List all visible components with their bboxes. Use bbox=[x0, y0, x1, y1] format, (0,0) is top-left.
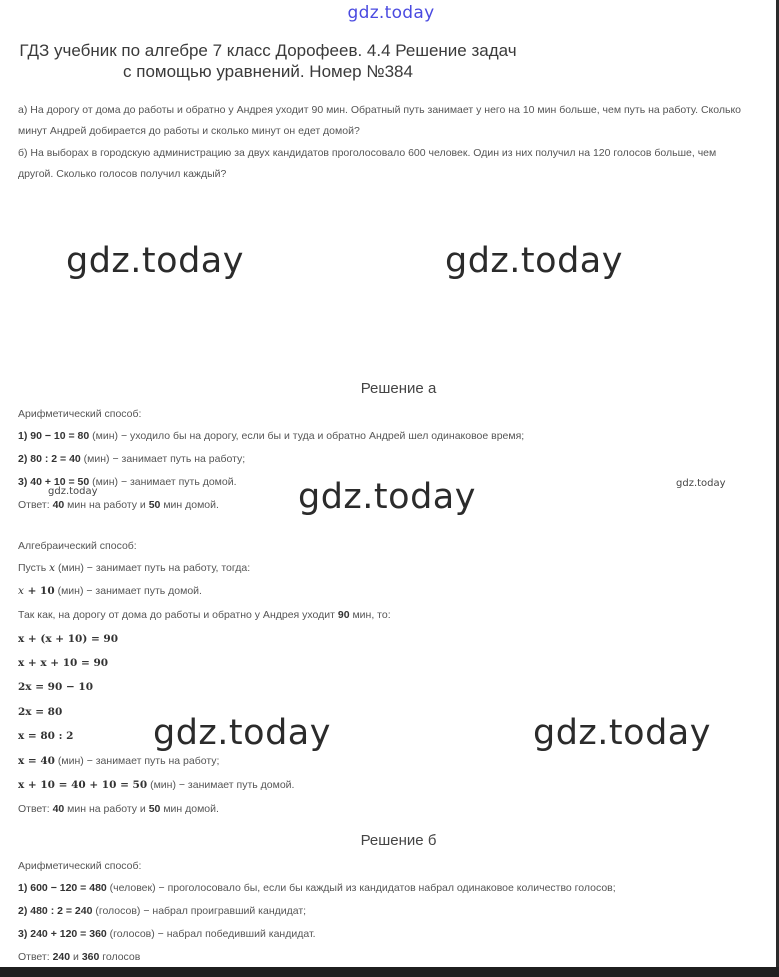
answer-value: 40 bbox=[52, 499, 65, 511]
equation-text: (мин) − занимает путь домой. bbox=[147, 779, 295, 791]
solution-b-step-1 bbox=[18, 882, 616, 894]
answer-text: и bbox=[70, 951, 82, 963]
answer-text: мин домой. bbox=[160, 803, 219, 815]
since-end: мин, то: bbox=[349, 609, 391, 621]
answer-value: 40 bbox=[52, 803, 65, 815]
watermark-small-2: gdz.today bbox=[676, 478, 726, 489]
solution-a-step-3 bbox=[18, 476, 237, 488]
step-text: (голосов) − набрал проигравший кандидат; bbox=[92, 905, 307, 917]
equation-6 bbox=[18, 755, 219, 767]
step-text: (мин) − занимает путь на работу; bbox=[80, 453, 246, 465]
problem-b-line-2: другой. Сколько голосов получил каждый? bbox=[18, 168, 227, 180]
solution-a-answer-2 bbox=[18, 803, 219, 815]
since-text: Так как, на дорогу от дома до работы и обратно у Андрея уходит bbox=[18, 609, 338, 621]
solution-b-step-3 bbox=[18, 928, 316, 940]
let-prefix: Пусть bbox=[18, 562, 50, 574]
answer-value: 360 bbox=[81, 951, 100, 963]
solution-b-title: Решение б bbox=[360, 832, 437, 849]
answer-text: мин домой. bbox=[160, 499, 219, 511]
solution-b-step-2 bbox=[18, 905, 306, 917]
let-text: (мин) − занимает путь на работу, тогда: bbox=[55, 562, 251, 574]
since-number: 90 bbox=[337, 609, 350, 621]
equation-text: (мин) − занимает путь на работу; bbox=[54, 755, 220, 767]
step-text: (мин) − уходило бы на дорогу, если бы и туда и обратно Андрей шел одинаковое время; bbox=[89, 430, 525, 442]
solution-b-arith-heading: Арифметический способ: bbox=[18, 860, 142, 872]
expression: + 10 bbox=[23, 585, 55, 597]
solution-a-step-1 bbox=[18, 430, 524, 442]
solution-a-step-2 bbox=[18, 453, 245, 465]
equation-5: x = 80 : 2 bbox=[18, 730, 74, 742]
step-expression: 3) 240 + 120 = 360 bbox=[18, 928, 107, 940]
watermark-1: gdz.today bbox=[66, 241, 244, 281]
step-text: (мин) − занимает путь домой. bbox=[89, 476, 237, 488]
problem-a-line-1: а) На дорогу от дома до работы и обратно у Андрея уходит 90 мин. Обратный путь занимает у него на 10 мин больше, чем путь на работу. Сколько bbox=[18, 104, 741, 116]
step-expression: 3) 40 + 10 = 50 bbox=[18, 476, 90, 488]
site-logo[interactable]: gdz.today bbox=[347, 3, 435, 23]
equation: x = 40 bbox=[18, 755, 55, 767]
solution-a-since bbox=[18, 609, 391, 621]
step-expression: 2) 80 : 2 = 40 bbox=[18, 453, 81, 465]
watermark-2: gdz.today bbox=[445, 241, 623, 281]
equation-4: 2x = 80 bbox=[18, 706, 63, 718]
step-text: (человек) − проголосовало бы, если бы каждый из кандидатов набрал одинаковое количество голосов; bbox=[106, 882, 616, 894]
solution-a-title: Решение а bbox=[360, 380, 437, 397]
page-title-line-1: ГДЗ учебник по алгебре 7 класс Дорофеев. 4.4 Решение задач bbox=[19, 41, 517, 60]
equation: x + 10 = 40 + 10 = 50 bbox=[18, 779, 148, 791]
page-title bbox=[0, 40, 536, 82]
watermark-3: gdz.today bbox=[298, 477, 476, 517]
bottom-bar bbox=[0, 967, 779, 977]
solution-a-answer-1 bbox=[18, 499, 219, 511]
page-title-line-2: с помощью уравнений. Номер №384 bbox=[123, 62, 413, 81]
watermark-4: gdz.today bbox=[153, 713, 331, 753]
step-expression: 1) 600 − 120 = 480 bbox=[18, 882, 107, 894]
answer-text: голосов bbox=[99, 951, 141, 963]
solution-a-let bbox=[18, 562, 250, 574]
answer-prefix: Ответ: bbox=[18, 803, 53, 815]
problem-a-line-2: минут Андрей добирается до работы и сколько минут он едет домой? bbox=[18, 125, 360, 137]
answer-text: мин на работу и bbox=[64, 803, 149, 815]
answer-value: 240 bbox=[52, 951, 71, 963]
answer-value: 50 bbox=[148, 499, 161, 511]
answer-text: мин на работу и bbox=[64, 499, 149, 511]
solution-a-arith-heading: Арифметический способ: bbox=[18, 408, 142, 420]
expr-text: (мин) − занимает путь домой. bbox=[54, 585, 202, 597]
variable: x bbox=[49, 562, 56, 574]
solution-a-alg-heading: Алгебраический способ: bbox=[18, 540, 137, 552]
step-expression: 2) 480 : 2 = 240 bbox=[18, 905, 93, 917]
equation-1: x + (x + 10) = 90 bbox=[18, 633, 119, 645]
step-text: (голосов) − набрал победивший кандидат. bbox=[106, 928, 316, 940]
equation-7 bbox=[18, 779, 294, 791]
variable: x bbox=[18, 585, 24, 597]
answer-prefix: Ответ: bbox=[18, 951, 53, 963]
answer-prefix: Ответ: bbox=[18, 499, 53, 511]
solution-a-expr-home bbox=[18, 585, 202, 597]
watermark-5: gdz.today bbox=[533, 713, 711, 753]
watermark-small-1: gdz.today bbox=[48, 486, 98, 497]
solution-b-answer bbox=[18, 951, 140, 963]
equation-2: x + x + 10 = 90 bbox=[18, 657, 109, 669]
equation-3: 2x = 90 − 10 bbox=[18, 681, 94, 693]
answer-value: 50 bbox=[148, 803, 161, 815]
problem-b-line-1: б) На выборах в городскую администрацию за двух кандидатов проголосовало 600 человек. Один из них получил на 120 голосов больше, чем bbox=[18, 147, 717, 159]
step-expression: 1) 90 − 10 = 80 bbox=[18, 430, 90, 442]
